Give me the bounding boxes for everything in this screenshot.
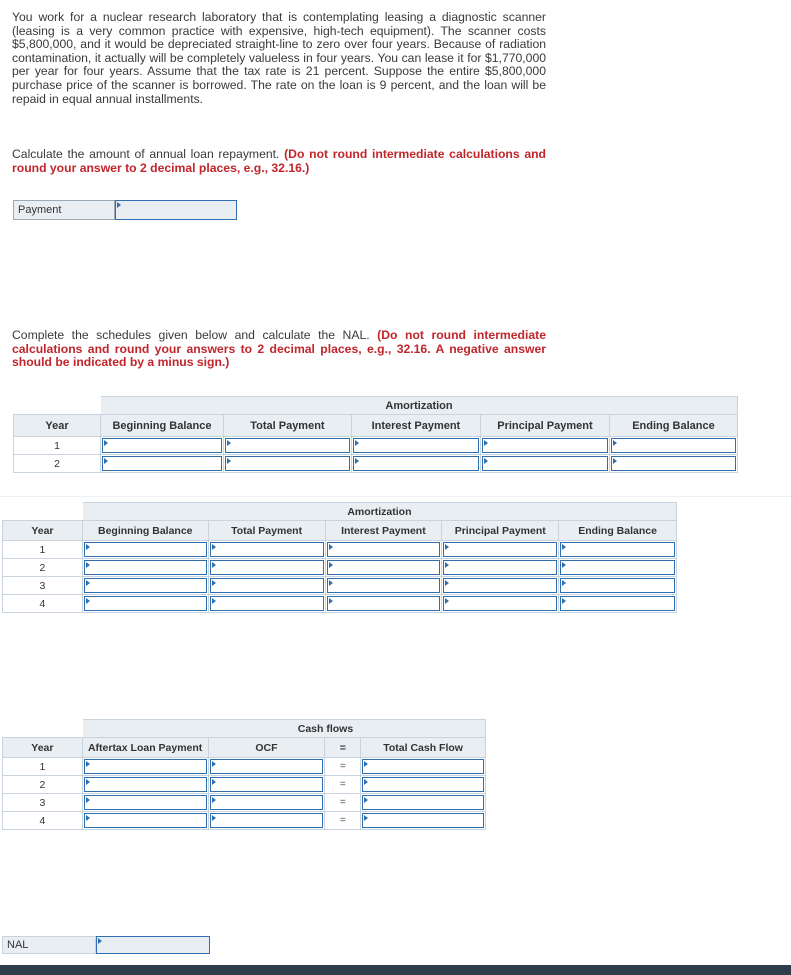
instruction-payment-emphasis: (Do not round intermediate calculations and round your answer to 2 decimal places, e.g., 32.16.) [12, 147, 546, 175]
amort2-year-1: 1 [3, 541, 83, 559]
amort1-ending-balance-input-2[interactable] [611, 456, 736, 471]
table-row [3, 758, 486, 776]
amort2-principal-payment-input-3[interactable] [443, 578, 557, 593]
ocf-input-4[interactable] [210, 813, 324, 828]
amort2-col-total-payment: Total Payment [208, 521, 325, 541]
cashflow-year-3: 3 [3, 794, 83, 812]
cashflow-table [2, 719, 486, 830]
footer-bar [0, 965, 791, 975]
total-cash-flow-input-1[interactable] [362, 759, 484, 774]
table-row [3, 559, 677, 577]
table-row [3, 776, 486, 794]
aftertax-loan-payment-input-2[interactable] [84, 777, 207, 792]
nal-label: NAL [2, 936, 96, 954]
cashflow-col-ocf: OCF [208, 738, 325, 758]
equals-sign: = [325, 794, 361, 812]
amort1-total-payment-input-2[interactable] [225, 456, 350, 471]
amort2-col-interest-payment: Interest Payment [325, 521, 442, 541]
amort1-total-payment-input-1[interactable] [225, 438, 350, 453]
instruction-schedules-emphasis: (Do not round intermediate calculations and round your answers to 2 decimal places, e.g., 32.16. A negative answer should be indicated by a minus sign.) [12, 328, 546, 370]
amort2-interest-payment-input-4[interactable] [327, 596, 441, 611]
aftertax-loan-payment-input-3[interactable] [84, 795, 207, 810]
amort2-ending-balance-input-4[interactable] [560, 596, 675, 611]
amortization-1-group-header: Amortization [101, 397, 738, 415]
amort1-col-year: Year [14, 415, 101, 437]
amort2-beginning-balance-input-3[interactable] [84, 578, 207, 593]
cashflow-col-aftertax-loan-payment: Aftertax Loan Payment [82, 738, 208, 758]
amort2-col-beginning-balance: Beginning Balance [82, 521, 208, 541]
instruction-schedules-text: Complete the schedules given below and calculate the NAL. [12, 328, 370, 342]
amortization-2-group-header: Amortization [82, 503, 676, 521]
section-divider [0, 496, 791, 497]
amort2-ending-balance-input-1[interactable] [560, 542, 675, 557]
cashflow-col-year: Year [3, 738, 83, 758]
amortization-table-2 [2, 502, 677, 613]
cashflow-year-4: 4 [3, 812, 83, 830]
ocf-input-1[interactable] [210, 759, 324, 774]
amort2-year-2: 2 [3, 559, 83, 577]
payment-field-row [13, 200, 237, 220]
amort2-interest-payment-input-1[interactable] [327, 542, 441, 557]
instruction-payment-text: Calculate the amount of annual loan repayment. [12, 147, 280, 161]
amort1-beginning-balance-input-1[interactable] [102, 438, 222, 453]
instruction-schedules [12, 329, 546, 370]
amort2-interest-payment-input-2[interactable] [327, 560, 441, 575]
cashflow-group-header: Cash flows [82, 720, 485, 738]
amortization-table-1 [13, 396, 738, 473]
amort2-col-year: Year [3, 521, 83, 541]
amort1-col-ending-balance: Ending Balance [609, 415, 737, 437]
amort2-principal-payment-input-1[interactable] [443, 542, 557, 557]
nal-field-row [2, 936, 210, 954]
equals-sign: = [325, 812, 361, 830]
amort1-interest-payment-input-1[interactable] [353, 438, 479, 453]
amort1-principal-payment-input-2[interactable] [482, 456, 608, 471]
cashflow-col-total-cash-flow: Total Cash Flow [361, 738, 486, 758]
ocf-input-3[interactable] [210, 795, 324, 810]
amort2-ending-balance-input-2[interactable] [560, 560, 675, 575]
amort2-beginning-balance-input-2[interactable] [84, 560, 207, 575]
cashflow-year-2: 2 [3, 776, 83, 794]
amort2-beginning-balance-input-1[interactable] [84, 542, 207, 557]
equals-sign: = [325, 776, 361, 794]
amort2-principal-payment-input-2[interactable] [443, 560, 557, 575]
amort1-col-principal-payment: Principal Payment [480, 415, 609, 437]
equals-sign: = [325, 758, 361, 776]
amort1-col-interest-payment: Interest Payment [351, 415, 480, 437]
amort2-ending-balance-input-3[interactable] [560, 578, 675, 593]
amort2-total-payment-input-1[interactable] [210, 542, 324, 557]
table-row [14, 437, 738, 455]
amort1-year-2: 2 [14, 455, 101, 473]
total-cash-flow-input-3[interactable] [362, 795, 484, 810]
table-row [14, 455, 738, 473]
amort2-col-principal-payment: Principal Payment [442, 521, 559, 541]
amort1-year-1: 1 [14, 437, 101, 455]
table-row [3, 541, 677, 559]
total-cash-flow-input-2[interactable] [362, 777, 484, 792]
cashflow-year-1: 1 [3, 758, 83, 776]
amort1-interest-payment-input-2[interactable] [353, 456, 479, 471]
table-row [3, 595, 677, 613]
payment-label: Payment [13, 200, 115, 220]
table-row [3, 794, 486, 812]
amort2-total-payment-input-2[interactable] [210, 560, 324, 575]
amort1-col-beginning-balance: Beginning Balance [101, 415, 224, 437]
amort2-beginning-balance-input-4[interactable] [84, 596, 207, 611]
problem-statement: You work for a nuclear research laboratory that is contemplating leasing a diagnostic scanner (leasing is a very common practice with expensive, high-tech equipment). The scanner costs $5,800,000, and it would be depreciated straight-line to zero over four years. Because of radiation contamination, it actually will be completely valueless in four years. You can lease it for $1,770,000 per year for four years. Assume that the tax rate is 21 percent. Suppose the entire $5,800,000 purchase price of the scanner is borrowed. The rate on the loan is 9 percent, and the loan will be repaid in equal annual installments. [12, 10, 546, 106]
table-row [3, 577, 677, 595]
amort1-ending-balance-input-1[interactable] [611, 438, 736, 453]
table-row [3, 812, 486, 830]
amort2-total-payment-input-4[interactable] [210, 596, 324, 611]
total-cash-flow-input-4[interactable] [362, 813, 484, 828]
amort1-beginning-balance-input-2[interactable] [102, 456, 222, 471]
nal-input[interactable] [96, 936, 210, 954]
aftertax-loan-payment-input-1[interactable] [84, 759, 207, 774]
amort1-col-total-payment: Total Payment [223, 415, 351, 437]
amort2-year-3: 3 [3, 577, 83, 595]
amort2-total-payment-input-3[interactable] [210, 578, 324, 593]
aftertax-loan-payment-input-4[interactable] [84, 813, 207, 828]
amort2-interest-payment-input-3[interactable] [327, 578, 441, 593]
amort2-col-ending-balance: Ending Balance [559, 521, 677, 541]
ocf-input-2[interactable] [210, 777, 324, 792]
instruction-payment [12, 148, 546, 175]
amort2-principal-payment-input-4[interactable] [443, 596, 557, 611]
amort1-principal-payment-input-1[interactable] [482, 438, 608, 453]
amort2-year-4: 4 [3, 595, 83, 613]
cashflow-col-equals: = [325, 738, 361, 758]
payment-input[interactable] [115, 200, 237, 220]
